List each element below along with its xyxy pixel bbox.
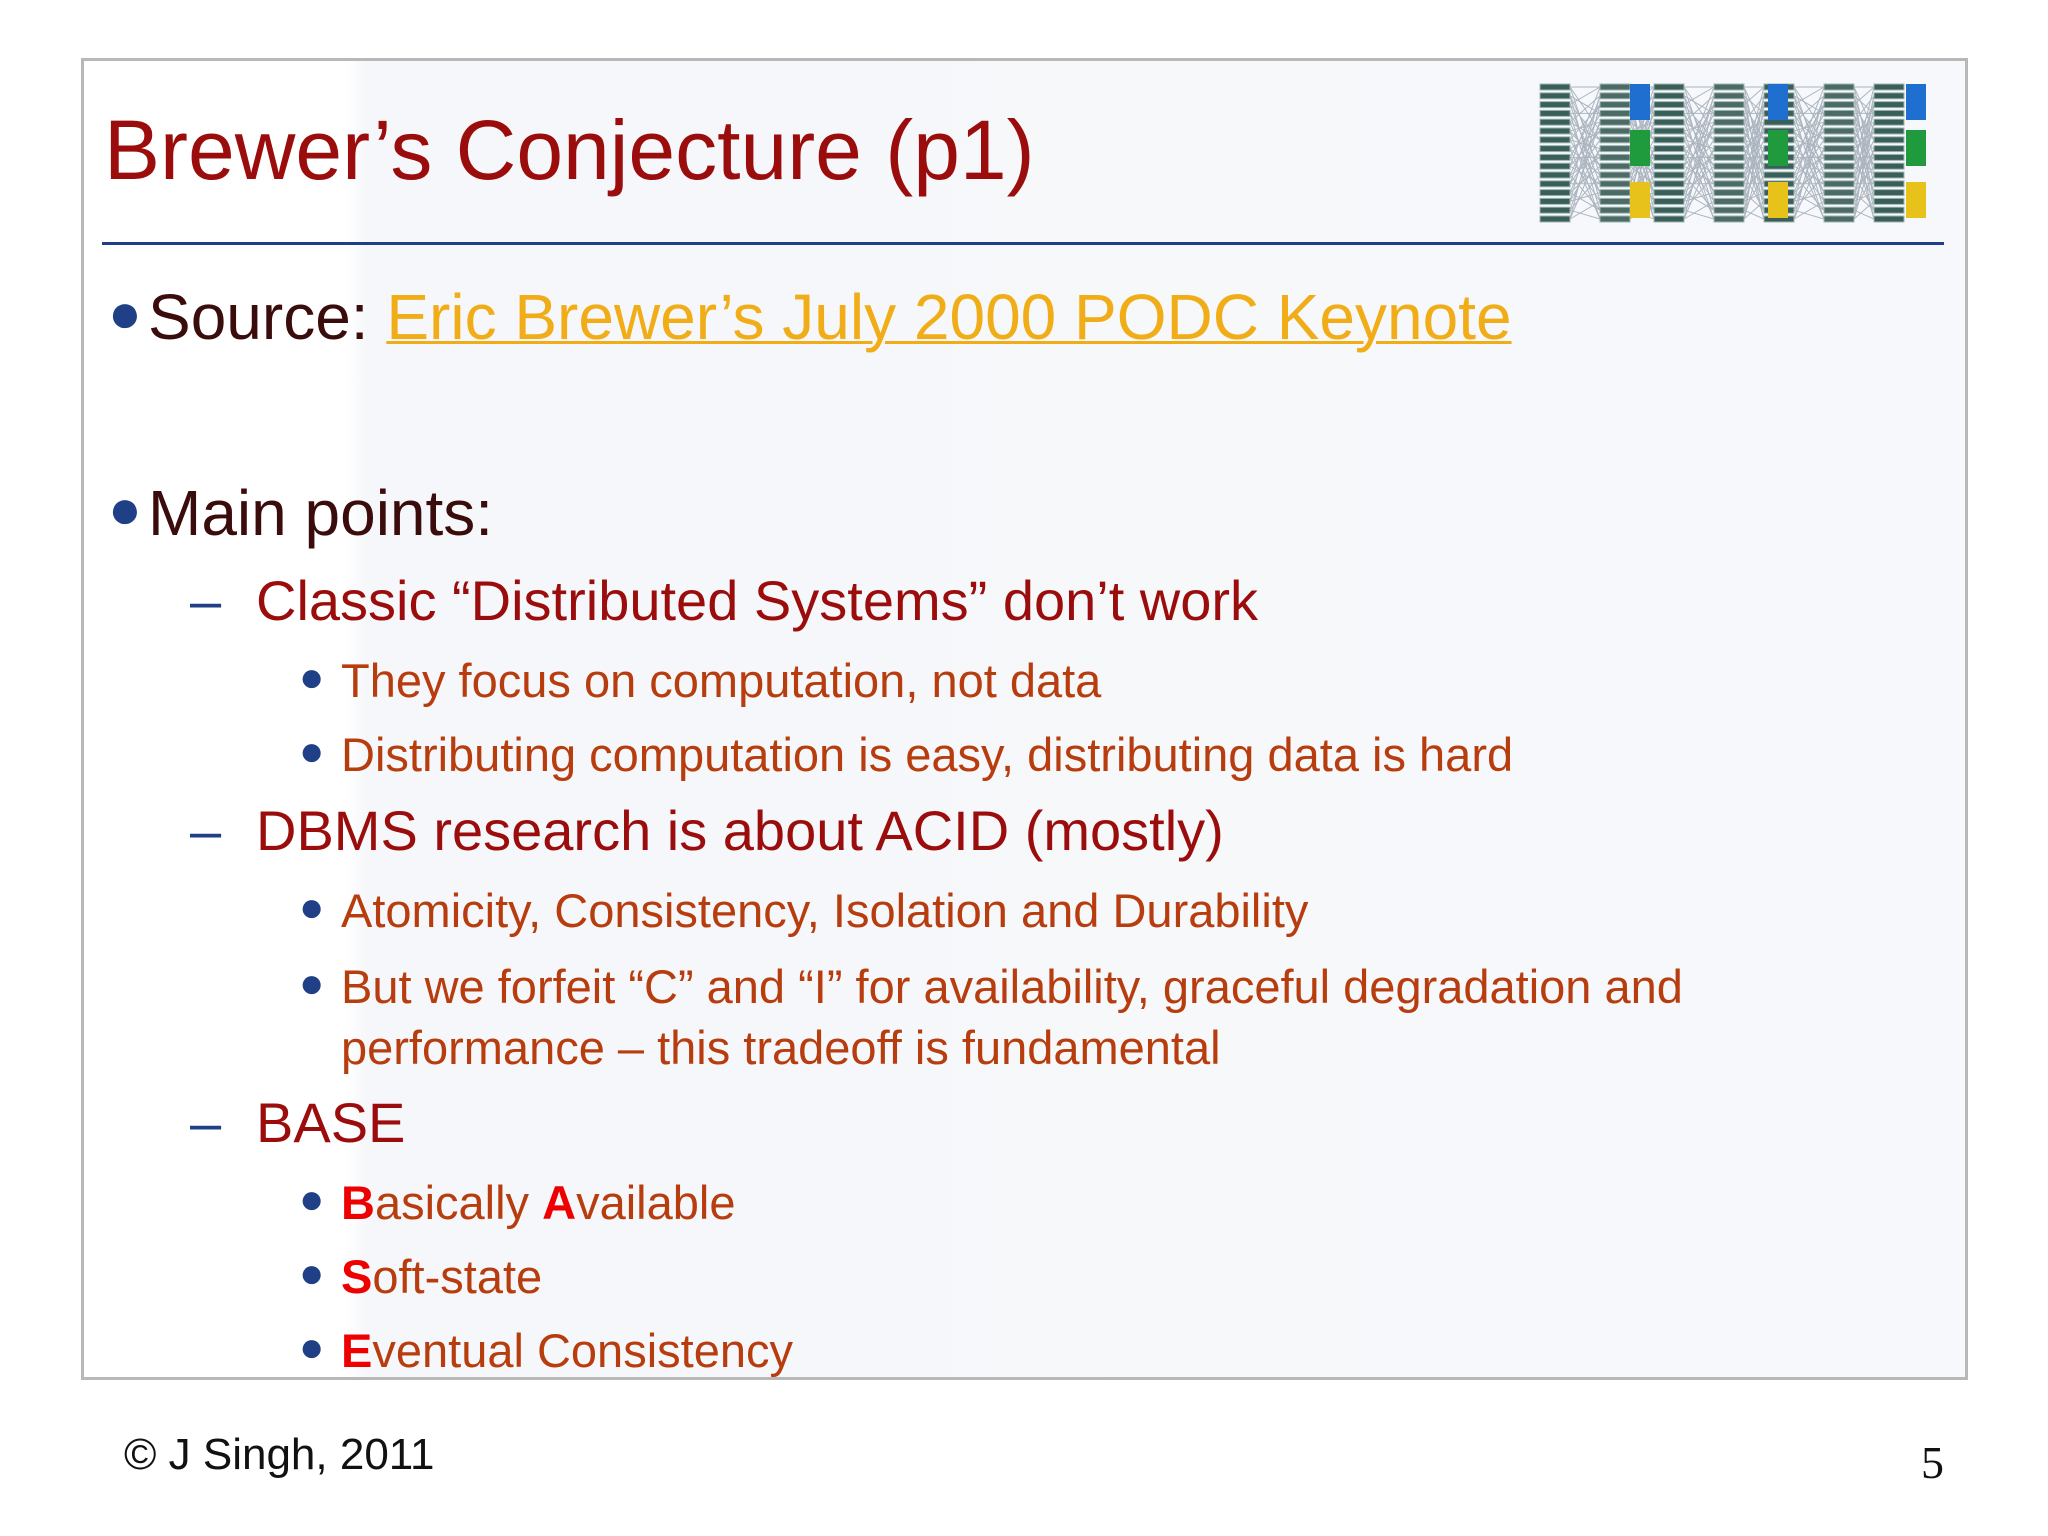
main-points-label: Main points: (148, 477, 494, 549)
bullet-icon: ● (299, 1249, 325, 1296)
point-subitem: ● Distributing computation is easy, distributing data is hard (341, 724, 1901, 785)
bullet-icon: ● (299, 1175, 325, 1222)
point-heading: – Classic “Distributed Systems” don’t work (190, 569, 1259, 632)
copyright-footer: © J Singh, 2011 (124, 1430, 435, 1479)
slide-title: Brewer’s Conjecture (p1) (104, 103, 1035, 197)
point-subitem: ● They focus on computation, not data (341, 650, 1901, 711)
source-link[interactable]: Eric Brewer’s July 2000 PODC Keynote (386, 281, 1512, 353)
title-divider (102, 242, 1944, 245)
source-label: Source: (148, 281, 387, 353)
dash-icon: – (190, 569, 222, 632)
bullet-icon: ● (299, 959, 325, 1006)
bullet-icon: ● (299, 883, 325, 930)
page-number: 5 (1921, 1437, 1944, 1488)
bullet-icon: ● (299, 727, 325, 774)
base-item-eventual-consistency: ● Eventual Consistency (341, 1320, 1901, 1381)
bullet-icon: ● (299, 1323, 325, 1370)
point-heading: – DBMS research is about ACID (mostly) (190, 799, 1224, 862)
dash-icon: – (190, 799, 222, 862)
bullet-icon: ● (299, 653, 325, 700)
source-item (108, 281, 1512, 353)
point-subitem: ● But we forfeit “C” and “I” for availability, graceful degradation and performance – this tradeoff is fundamental (341, 956, 1901, 1078)
dash-icon: – (190, 1091, 222, 1154)
bullet-icon: ● (108, 281, 142, 344)
main-points-item (108, 477, 494, 549)
base-item-soft-state: ● Soft-state (341, 1246, 1901, 1307)
point-heading: – BASE (190, 1091, 406, 1154)
point-subitem: ● Atomicity, Consistency, Isolation and Durability (341, 880, 1901, 941)
network-topology-logo (1536, 78, 1938, 228)
bullet-icon: ● (108, 477, 142, 540)
base-item-basically-available: ● Basically Available (341, 1172, 1901, 1233)
